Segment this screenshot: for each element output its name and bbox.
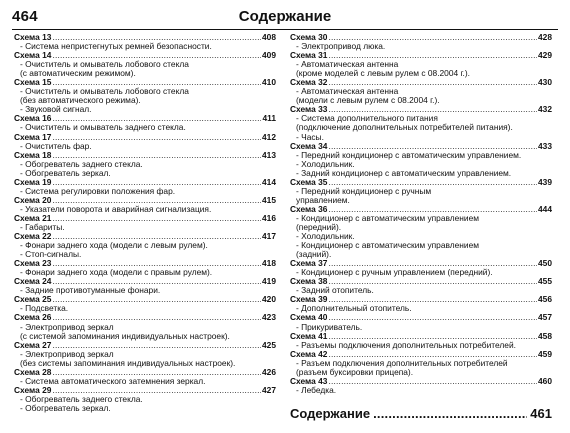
scheme-entry[interactable] <box>14 133 276 151</box>
dot-leader <box>328 78 537 87</box>
right-column <box>290 33 552 395</box>
scheme-description: - Электропривод люка. <box>296 42 386 52</box>
dot-leader <box>328 332 537 341</box>
scheme-entry[interactable] <box>290 51 552 78</box>
scheme-entry[interactable] <box>14 78 276 114</box>
scheme-heading <box>14 33 276 42</box>
scheme-description: (кроме моделей с левым рулем с 08.2004 г.). <box>296 69 470 79</box>
scheme-description: - Кондиционер с автоматическим управлением <box>296 241 480 251</box>
scheme-heading <box>14 341 276 350</box>
scheme-name: Схема 31 <box>290 51 328 61</box>
scheme-name: Схема 20 <box>14 195 52 205</box>
scheme-entry[interactable] <box>290 313 552 331</box>
scheme-heading <box>14 386 276 395</box>
dot-leader <box>52 368 261 377</box>
scheme-heading <box>290 377 552 386</box>
scheme-name: Схема 25 <box>14 295 52 305</box>
scheme-entry[interactable] <box>14 368 276 386</box>
scheme-name: Схема 30 <box>290 33 328 42</box>
scheme-description: - Передний кондиционер с автоматическим управлением. <box>296 150 522 160</box>
scheme-page-number: 409 <box>262 51 276 61</box>
dot-leader <box>328 105 537 114</box>
scheme-page-number: 415 <box>262 195 276 205</box>
scheme-page-number: 432 <box>538 105 552 115</box>
dot-leader <box>328 295 537 304</box>
scheme-description: (без автоматического режима). <box>20 96 141 106</box>
scheme-description: - Электропривод зеркал <box>20 322 114 332</box>
scheme-description: - Холодильник. <box>296 232 355 242</box>
dot-leader <box>52 277 261 286</box>
scheme-page-number: 414 <box>262 177 276 187</box>
dot-leader <box>52 341 261 350</box>
scheme-description: - Передний кондиционер с ручным <box>296 186 432 196</box>
scheme-entry[interactable] <box>14 295 276 313</box>
dot-leader <box>328 51 537 60</box>
dot-leader <box>328 259 537 268</box>
scheme-description: - Разъем подключения дополнительных потребителей <box>296 358 508 368</box>
scheme-name: Схема 29 <box>14 385 52 395</box>
scheme-heading <box>14 151 276 160</box>
scheme-description: - Задний отопитель. <box>296 286 374 296</box>
scheme-page-number: 427 <box>262 385 276 395</box>
scheme-page-number: 420 <box>262 295 276 305</box>
scheme-name: Схема 14 <box>14 51 52 61</box>
scheme-heading <box>290 178 552 187</box>
dot-leader <box>328 142 537 151</box>
scheme-description: (без системы запоминания индивидуальных настроек). <box>20 358 236 368</box>
scheme-heading <box>290 313 552 322</box>
scheme-heading <box>290 51 552 60</box>
scheme-entry[interactable] <box>290 350 552 377</box>
scheme-entry[interactable] <box>14 259 276 277</box>
scheme-page-number: 460 <box>538 376 552 386</box>
scheme-description: - Подсветка. <box>20 304 69 314</box>
toc-footer-leader <box>373 406 527 421</box>
scheme-heading <box>290 277 552 286</box>
scheme-description: - Электропривод зеркал <box>20 349 114 359</box>
scheme-page-number: 456 <box>538 295 552 305</box>
scheme-page-number: 455 <box>538 277 552 287</box>
scheme-page-number: 419 <box>262 277 276 287</box>
scheme-heading <box>14 214 276 223</box>
scheme-description: - Обогреватель зеркал. <box>20 403 111 413</box>
scheme-description: - Фонари заднего хода (модели с левым рулем). <box>20 241 208 251</box>
scheme-heading <box>290 350 552 359</box>
scheme-description: - Очиститель и омыватель заднего стекла. <box>20 123 186 133</box>
scheme-page-number: 444 <box>538 204 552 214</box>
scheme-description: - Кондиционер с ручным управлением (передний). <box>296 268 493 278</box>
scheme-entry[interactable] <box>14 232 276 259</box>
scheme-name: Схема 15 <box>14 78 52 88</box>
scheme-description: - Система регулировки положения фар. <box>20 186 176 196</box>
scheme-page-number: 425 <box>262 340 276 350</box>
dot-leader <box>52 386 261 395</box>
scheme-name: Схема 35 <box>290 177 328 187</box>
scheme-description: - Прикуриватель. <box>296 322 363 332</box>
scheme-name: Схема 38 <box>290 277 328 287</box>
scheme-entry[interactable] <box>14 151 276 178</box>
scheme-name: Схема 43 <box>290 376 328 386</box>
dot-leader <box>328 313 537 322</box>
scheme-page-number: 429 <box>538 51 552 61</box>
scheme-heading <box>14 196 276 205</box>
dot-leader <box>52 78 261 87</box>
toc-footer-label: Содержание <box>290 406 371 421</box>
dot-leader <box>52 51 261 60</box>
dot-leader <box>52 214 261 223</box>
scheme-description: - Задний кондиционер с автоматическим управлением. <box>296 168 512 178</box>
dot-leader <box>52 114 261 123</box>
scheme-description: - Часы. <box>296 132 324 142</box>
scheme-description: (с системой запоминания индивидуальных настроек). <box>20 331 230 341</box>
scheme-name: Схема 28 <box>14 367 52 377</box>
scheme-page-number: 428 <box>538 33 552 42</box>
scheme-name: Схема 24 <box>14 277 52 287</box>
scheme-page-number: 410 <box>262 78 276 88</box>
scheme-page-number: 408 <box>262 33 276 42</box>
dot-leader <box>52 151 261 160</box>
scheme-description: - Обогреватель зеркал. <box>20 168 111 178</box>
page-number: 464 <box>12 8 38 25</box>
dot-leader <box>328 350 537 359</box>
scheme-description: - Разъемы подключения дополнительных потребителей. <box>296 340 516 350</box>
scheme-page-number: 426 <box>262 367 276 377</box>
scheme-description: (модели с левым рулем с 08.2004 г.). <box>296 96 440 106</box>
dot-leader <box>52 178 261 187</box>
scheme-entry[interactable] <box>290 142 552 178</box>
scheme-entry[interactable] <box>14 196 276 214</box>
scheme-description: - Фонари заднего хода (модели с правым рулем). <box>20 268 213 278</box>
scheme-description: - Задние противотуманные фонари. <box>20 286 161 296</box>
scheme-heading <box>14 295 276 304</box>
scheme-description: - Лебедка. <box>296 385 337 395</box>
scheme-description: - Стоп-сигналы. <box>20 250 82 260</box>
scheme-heading <box>14 232 276 241</box>
toc-footer-page: 461 <box>530 406 552 421</box>
scheme-entry[interactable] <box>290 178 552 205</box>
scheme-description: - Обогреватель заднего стекла. <box>20 159 143 169</box>
scheme-description: - Автоматическая антенна <box>296 60 399 70</box>
scheme-name: Схема 41 <box>290 331 328 341</box>
scheme-heading <box>14 133 276 142</box>
scheme-heading <box>290 332 552 341</box>
scheme-entry[interactable] <box>290 377 552 395</box>
scheme-page-number: 430 <box>538 78 552 88</box>
scheme-heading <box>14 368 276 377</box>
scheme-description: - Система автоматического затемнения зеркал. <box>20 376 206 386</box>
scheme-name: Схема 23 <box>14 259 52 269</box>
scheme-name: Схема 42 <box>290 349 328 359</box>
scheme-name: Схема 40 <box>290 313 328 323</box>
scheme-name: Схема 39 <box>290 295 328 305</box>
scheme-heading <box>14 178 276 187</box>
scheme-description: - Кондиционер с автоматическим управлением <box>296 213 480 223</box>
scheme-page-number: 450 <box>538 259 552 269</box>
scheme-entry[interactable] <box>290 295 552 313</box>
scheme-entry[interactable] <box>14 277 276 295</box>
scheme-heading <box>14 277 276 286</box>
scheme-description: - Габариты. <box>20 222 65 232</box>
scheme-entry[interactable] <box>290 332 552 350</box>
scheme-description: (подключение дополнительных потребителей питания). <box>296 123 513 133</box>
scheme-entry[interactable] <box>290 33 552 51</box>
scheme-page-number: 459 <box>538 349 552 359</box>
scheme-name: Схема 18 <box>14 150 52 160</box>
scheme-entry[interactable] <box>14 386 276 413</box>
scheme-name: Схема 32 <box>290 78 328 88</box>
dot-leader <box>52 33 261 42</box>
dot-leader <box>328 33 537 42</box>
scheme-entry[interactable] <box>14 341 276 368</box>
scheme-entry[interactable] <box>14 114 276 132</box>
scheme-page-number: 411 <box>262 114 276 124</box>
scheme-name: Схема 26 <box>14 313 52 323</box>
scheme-heading <box>14 78 276 87</box>
scheme-entry[interactable] <box>290 259 552 277</box>
scheme-description: управлением. <box>296 195 350 205</box>
scheme-description: - Система дополнительного питания <box>296 114 438 124</box>
scheme-description: - Очиститель и омыватель лобового стекла <box>20 60 189 70</box>
scheme-heading <box>290 295 552 304</box>
scheme-description: - Дополнительный отопитель. <box>296 304 412 314</box>
scheme-heading <box>14 114 276 123</box>
scheme-entry[interactable] <box>14 313 276 340</box>
scheme-name: Схема 33 <box>290 105 328 115</box>
scheme-description: - Очиститель фар. <box>20 141 92 151</box>
header-divider <box>12 29 558 30</box>
scheme-description: - Холодильник. <box>296 159 355 169</box>
scheme-name: Схема 19 <box>14 177 52 187</box>
scheme-description: - Обогреватель заднего стекла. <box>20 394 143 404</box>
scheme-name: Схема 21 <box>14 213 52 223</box>
dot-leader <box>52 313 261 322</box>
scheme-heading <box>290 259 552 268</box>
scheme-description: (передний). <box>296 222 342 232</box>
scheme-page-number: 412 <box>262 132 276 142</box>
scheme-heading <box>14 51 276 60</box>
dot-leader <box>52 232 261 241</box>
scheme-page-number: 439 <box>538 177 552 187</box>
scheme-name: Схема 22 <box>14 232 52 242</box>
dot-leader <box>328 178 537 187</box>
scheme-description: (с автоматическим режимом). <box>20 69 136 79</box>
left-column <box>14 33 276 413</box>
scheme-name: Схема 27 <box>14 340 52 350</box>
scheme-entry[interactable] <box>14 214 276 232</box>
dot-leader <box>52 133 261 142</box>
scheme-page-number: 423 <box>262 313 276 323</box>
scheme-name: Схема 36 <box>290 204 328 214</box>
toc-footer-entry[interactable] <box>290 406 552 421</box>
scheme-heading <box>290 205 552 214</box>
dot-leader <box>328 277 537 286</box>
scheme-name: Схема 17 <box>14 132 52 142</box>
scheme-description: (задний). <box>296 250 332 260</box>
scheme-page-number: 457 <box>538 313 552 323</box>
dot-leader <box>328 377 537 386</box>
scheme-entry[interactable] <box>14 178 276 196</box>
scheme-description: - Указатели поворота и аварийная сигнализация. <box>20 204 212 214</box>
scheme-description: - Система непристегнутых ремней безопасности. <box>20 42 212 52</box>
scheme-entry[interactable] <box>290 277 552 295</box>
scheme-name: Схема 34 <box>290 141 328 151</box>
scheme-name: Схема 16 <box>14 114 52 124</box>
scheme-name: Схема 37 <box>290 259 328 269</box>
scheme-heading <box>290 33 552 42</box>
scheme-name: Схема 13 <box>14 33 52 42</box>
dot-leader <box>52 295 261 304</box>
scheme-page-number: 416 <box>262 213 276 223</box>
scheme-entry[interactable] <box>290 105 552 141</box>
scheme-entry[interactable] <box>290 78 552 105</box>
scheme-page-number: 417 <box>262 232 276 242</box>
scheme-description: - Автоматическая антенна <box>296 87 399 97</box>
scheme-description: - Очиститель и омыватель лобового стекла <box>20 87 189 97</box>
scheme-heading <box>14 259 276 268</box>
scheme-heading <box>14 313 276 322</box>
scheme-page-number: 458 <box>538 331 552 341</box>
scheme-page-number: 433 <box>538 141 552 151</box>
scheme-entry[interactable] <box>290 205 552 259</box>
page-title: Содержание <box>238 8 332 25</box>
dot-leader <box>52 196 261 205</box>
dot-leader <box>52 259 261 268</box>
scheme-entry[interactable] <box>14 33 276 51</box>
scheme-page-number: 418 <box>262 259 276 269</box>
scheme-page-number: 413 <box>262 150 276 160</box>
scheme-description: - Звуковой сигнал. <box>20 105 92 115</box>
dot-leader <box>328 205 537 214</box>
scheme-heading <box>290 105 552 114</box>
scheme-heading <box>290 142 552 151</box>
scheme-heading <box>290 78 552 87</box>
scheme-entry[interactable] <box>14 51 276 78</box>
scheme-description: (разъем буксировки прицепа). <box>296 367 414 377</box>
